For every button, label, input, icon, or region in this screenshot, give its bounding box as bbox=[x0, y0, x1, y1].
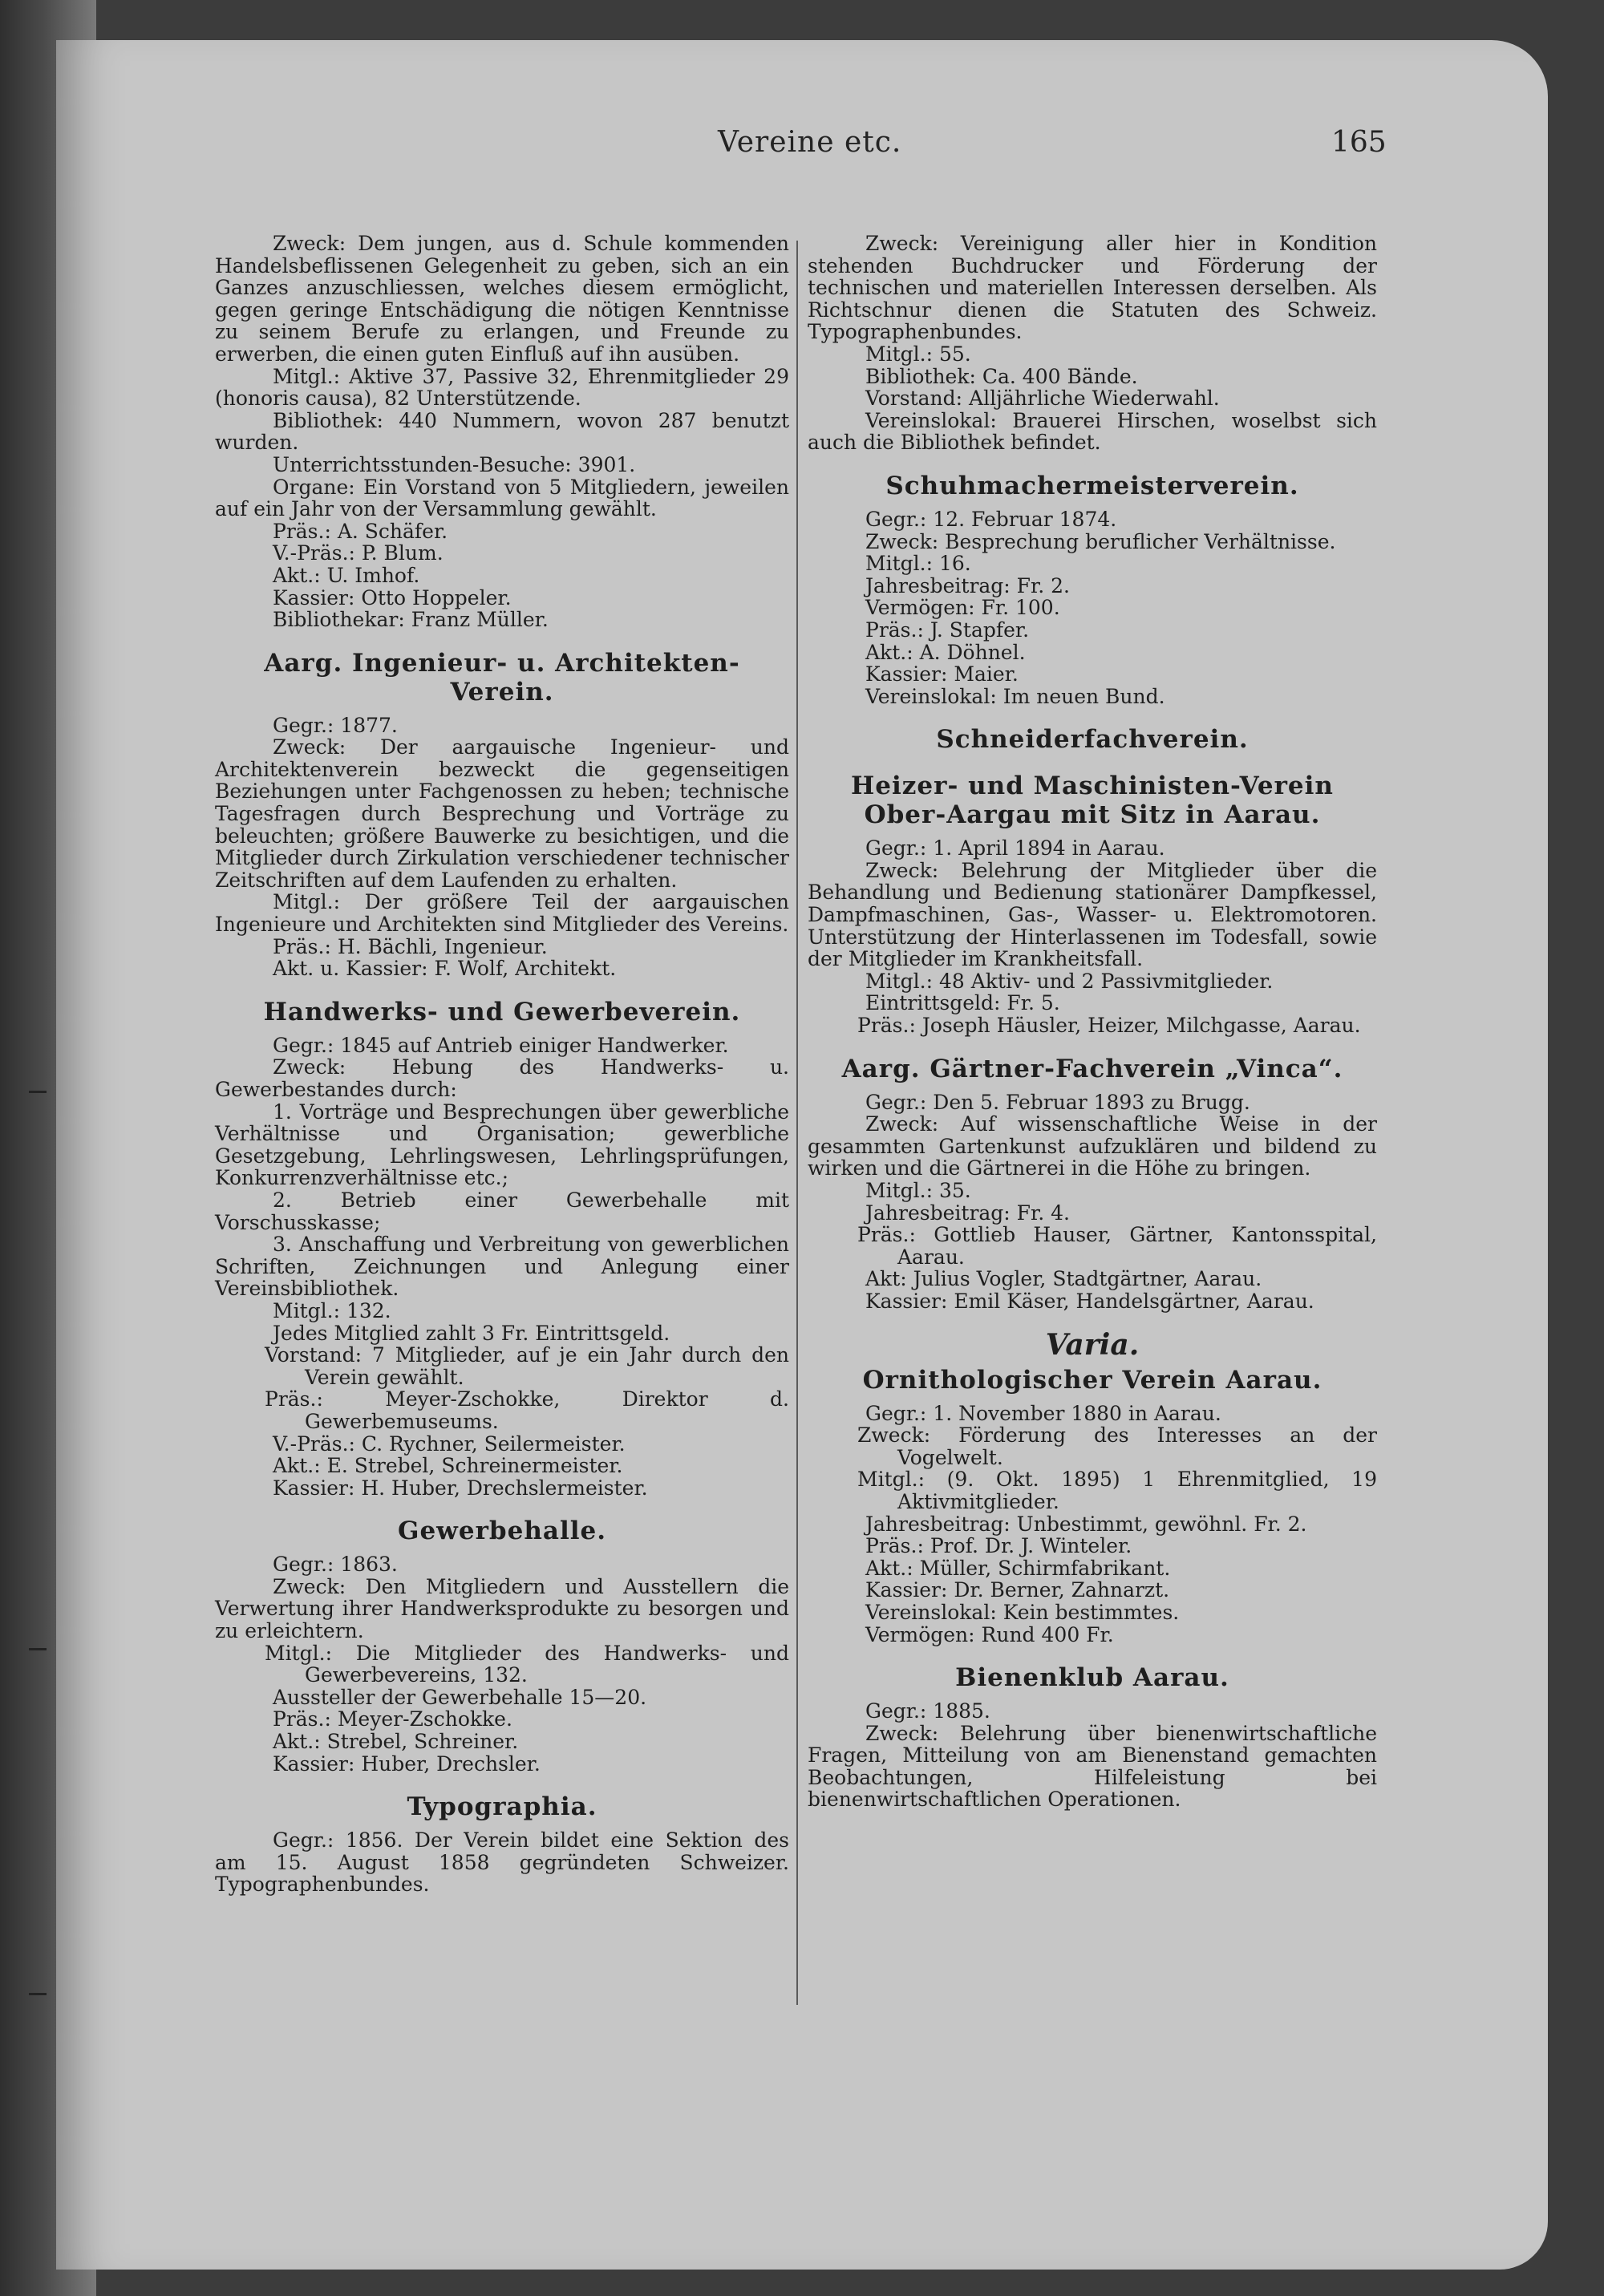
entry-line: Akt.: Müller, Schirmfabrikant. bbox=[865, 1556, 1171, 1580]
section-heading: Gewerbehalle. bbox=[397, 1516, 607, 1546]
entry-line: Mitgl.: Die Mitglieder des Handwerks- und Gewerbevereins, 132. bbox=[265, 1641, 789, 1687]
entry-handwerks-gewerbeverein bbox=[215, 998, 789, 1499]
running-header bbox=[0, 126, 1604, 174]
entry-line: Vereinslokal: Kein bestimmtes. bbox=[865, 1600, 1180, 1624]
entry-line: Zweck: Belehrung der Mitglieder über die Behandlung und Bedienung stationärer Dampfkessel, Dampfmaschinen, Gas-, Wasser- u. Elektromotoren. Unterstützung der Hinterlassenen im Todesfall, sowie der Mitglieder im Krankheitsfall. bbox=[808, 858, 1377, 971]
entry-line: Kassier: Huber, Drechsler. bbox=[273, 1751, 541, 1776]
entry-line: Mitgl.: Aktive 37, Passive 32, Ehrenmitglieder 29 (honoris causa), 82 Unterstützende. bbox=[215, 364, 789, 411]
entry-line: Gegr.: Den 5. Februar 1893 zu Brugg. bbox=[865, 1090, 1250, 1114]
entry-line: Jahresbeitrag: Fr. 2. bbox=[865, 573, 1070, 597]
binding-mark bbox=[29, 1648, 47, 1650]
entry-line: Gegr.: 1856. Der Verein bildet eine Sektion des am 15. August 1858 gegründeten Schweizer. Typographenbundes. bbox=[215, 1828, 789, 1897]
section-heading: Schuhmachermeisterverein. bbox=[885, 471, 1299, 500]
entry-line: 2. Betrieb einer Gewerbehalle mit Vorschusskasse; bbox=[215, 1188, 789, 1234]
entry-line: Vermögen: Rund 400 Fr. bbox=[865, 1622, 1114, 1646]
entry-line: Zweck: Den Mitgliedern und Ausstellern die Verwertung ihrer Handwerksprodukte zu besorgen und zu erleichtern. bbox=[215, 1574, 789, 1643]
section-heading: Bienenklub Aarau. bbox=[955, 1663, 1229, 1693]
entry-gewerbehalle bbox=[215, 1516, 789, 1775]
left-column bbox=[215, 233, 789, 1896]
entry-line: Bibliothekar: Franz Müller. bbox=[273, 608, 549, 632]
entry-line: Akt.: A. Döhnel. bbox=[865, 640, 1026, 664]
entry-line: Akt: Julius Vogler, Stadtgärtner, Aarau. bbox=[865, 1267, 1262, 1291]
entry-line: Vermögen: Fr. 100. bbox=[865, 596, 1060, 620]
entry-line: Präs.: Joseph Häusler, Heizer, Milchgasse, Aarau. bbox=[857, 1014, 1361, 1038]
entry-line: Mitgl.: 132. bbox=[273, 1298, 391, 1322]
entry-line: Zweck: Dem jungen, aus d. Schule kommenden Handelsbeflissenen Gelegenheit zu geben, sich an ein Ganzes anzuschliessen, welches diesem ermöglicht, gegen geringe Entschädigung die nötigen Kenntnisse zu seinem Berufe zu erlangen, und Freunde zu erwerben, die einen guten Einfluß auf ihn ausüben. bbox=[215, 232, 789, 366]
entry-architekten-verein bbox=[215, 649, 789, 980]
entry-line: Zweck: Förderung des Interesses an der Vogelwelt. bbox=[857, 1423, 1377, 1469]
entry-line: Zweck: Besprechung beruflicher Verhältnisse. bbox=[865, 529, 1336, 553]
section-heading: Heizer- und Maschinisten-Verein Ober-Aargau mit Sitz in Aarau. bbox=[851, 771, 1334, 830]
entry-line: Zweck: Auf wissenschaftliche Weise in der gesammten Gartenkunst aufzuklären und bildend zu wirken und die Gärtnerei in die Höhe zu bringen. bbox=[808, 1112, 1377, 1180]
entry-line: Mitgl.: (9. Okt. 1895) 1 Ehrenmitglied, 19 Aktivmitglieder. bbox=[857, 1468, 1377, 1513]
entry-line: Gegr.: 1863. bbox=[273, 1553, 398, 1577]
entry-line: Zweck: Der aargauische Ingenieur- und Architektenverein bezweckt die gegenseitigen Beziehungen unter Fachgenossen zu heben; technische Tagesfragen durch Besprechung und Vorträge zu beleuchten; größere Bauwerke zu besichtigen, und die Mitglieder durch Zirkulation verschiedener technischer Zeitschriften auf dem Laufenden zu erhalten. bbox=[215, 735, 789, 892]
entry-schuhmachermeisterverein bbox=[808, 472, 1377, 707]
entry-line: Gegr.: 1885. bbox=[865, 1699, 990, 1723]
entry-line: Gegr.: 1. November 1880 in Aarau. bbox=[865, 1401, 1221, 1425]
entry-line: Präs.: A. Schäfer. bbox=[273, 519, 448, 543]
entry-line: 3. Anschaffung und Verbreitung von gewerblichen Schriften, Zeichnungen und Anlegung einer Vereinsbibliothek. bbox=[215, 1233, 789, 1301]
entry-typographia-cont bbox=[808, 233, 1377, 454]
binding-mark bbox=[29, 1091, 47, 1093]
entry-line: Kassier: Dr. Berner, Zahnarzt. bbox=[865, 1578, 1170, 1602]
entry-line: Präs.: Meyer-Zschokke, Direktor d. Gewerbemuseums. bbox=[265, 1387, 789, 1433]
right-column bbox=[808, 233, 1377, 1811]
entry-line: Gegr.: 1845 auf Antrieb einiger Handwerker. bbox=[273, 1033, 729, 1057]
page-number: 165 bbox=[1331, 126, 1387, 159]
entry-line: Unterrichtsstunden-Besuche: 3901. bbox=[273, 452, 636, 476]
entry-line: Akt.: U. Imhof. bbox=[273, 563, 420, 587]
entry-line: Bibliothek: 440 Nummern, wovon 287 benutzt wurden. bbox=[215, 408, 789, 455]
entry-line: Akt.: Strebel, Schreiner. bbox=[273, 1730, 519, 1754]
entry-line: Kassier: Otto Hoppeler. bbox=[273, 585, 512, 609]
entry-line: Zweck: Belehrung über bienenwirtschaftliche Fragen, Mitteilung von am Bienenstand gemachten Beobachtungen, Hilfeleistung bei bienenwirtschaftlichen Operationen. bbox=[808, 1721, 1377, 1812]
entry-line: Mitgl.: Der größere Teil der aargauischen Ingenieure und Architekten sind Mitglieder des Vereins. bbox=[215, 890, 789, 937]
entry-line: Kassier: Emil Käser, Handelsgärtner, Aarau. bbox=[865, 1289, 1314, 1313]
entry-line: Jedes Mitglied zahlt 3 Fr. Eintrittsgeld. bbox=[273, 1321, 670, 1345]
section-heading: Typographia. bbox=[407, 1792, 597, 1822]
entry-line: Jahresbeitrag: Unbestimmt, gewöhnl. Fr. 2. bbox=[865, 1512, 1307, 1536]
entry-heizer-maschinisten-verein bbox=[808, 771, 1377, 1036]
entry-line: Gegr.: 12. Februar 1874. bbox=[865, 507, 1117, 531]
entry-line: Mitgl.: 16. bbox=[865, 552, 971, 576]
entry-line: Kassier: Maier. bbox=[865, 662, 1019, 686]
varia-heading: Varia. bbox=[1045, 1327, 1140, 1362]
entry-line: Kassier: H. Huber, Drechslermeister. bbox=[273, 1476, 648, 1500]
entry-line: Vorstand: 7 Mitglieder, auf je ein Jahr durch den Verein gewählt. bbox=[265, 1343, 789, 1389]
entry-line: Vereinslokal: Brauerei Hirschen, woselbst sich auch die Bibliothek befindet. bbox=[808, 408, 1377, 455]
entry-line: Eintrittsgeld: Fr. 5. bbox=[865, 991, 1060, 1015]
entry-line: Akt.: E. Strebel, Schreinermeister. bbox=[273, 1454, 623, 1478]
entry-line: Gegr.: 1. April 1894 in Aarau. bbox=[865, 836, 1165, 860]
entry-line: Vorstand: Alljährliche Wiederwahl. bbox=[865, 387, 1220, 411]
entry-line: Präs.: J. Stapfer. bbox=[865, 618, 1030, 642]
section-heading: Aarg. Gärtner-Fachverein „Vinca“. bbox=[841, 1054, 1343, 1083]
entry-line: Akt. u. Kassier: F. Wolf, Architekt. bbox=[273, 957, 617, 981]
entry-line: Aussteller der Gewerbehalle 15—20. bbox=[273, 1685, 647, 1709]
entry-schneiderfachverein bbox=[808, 725, 1377, 754]
entry-line: Organe: Ein Vorstand von 5 Mitgliedern, jeweilen auf ein Jahr von der Versammlung gewählt. bbox=[215, 475, 789, 521]
entry-bienenklub bbox=[808, 1663, 1377, 1811]
entry-line: Mitgl.: 35. bbox=[865, 1179, 971, 1202]
entry-line: Gegr.: 1877. bbox=[273, 713, 398, 737]
entry-line: Präs.: Prof. Dr. J. Winteler. bbox=[865, 1534, 1132, 1558]
section-heading: Schneiderfachverein. bbox=[936, 725, 1249, 755]
entry-line: Jahresbeitrag: Fr. 4. bbox=[865, 1201, 1070, 1225]
entry-ornithologischer-verein bbox=[808, 1366, 1377, 1646]
section-heading: Aarg. Ingenieur- u. Architekten-Verein. bbox=[264, 648, 740, 707]
entry-line: Präs.: H. Bächli, Ingenieur. bbox=[273, 934, 548, 958]
entry-line: Präs.: Meyer-Zschokke. bbox=[273, 1707, 512, 1731]
entry-line: Vereinslokal: Im neuen Bund. bbox=[865, 684, 1165, 708]
entry-line: Zweck: Hebung des Handwerks- u. Gewerbestandes durch: bbox=[215, 1055, 789, 1101]
entry-line: V.-Präs.: P. Blum. bbox=[273, 541, 444, 565]
entry-line: Mitgl.: 48 Aktiv- und 2 Passivmitglieder. bbox=[865, 969, 1274, 993]
entry-line: V.-Präs.: C. Rychner, Seilermeister. bbox=[273, 1431, 626, 1456]
binding-mark bbox=[29, 1993, 47, 1995]
entry-line: Präs.: Gottlieb Hauser, Gärtner, Kantonsspital, Aarau. bbox=[857, 1223, 1377, 1269]
entry-line: Bibliothek: Ca. 400 Bände. bbox=[865, 364, 1138, 388]
binding-marks bbox=[29, 0, 61, 2296]
entry-line: Mitgl.: 55. bbox=[865, 342, 971, 366]
entry-line: 1. Vorträge und Besprechungen über gewerbliche Verhältnisse und Organisation; gewerbliche Gesetzgebung, Lehrlingswesen, Lehrlingsprüfungen, Konkurrenzverhältnisse etc.; bbox=[215, 1099, 789, 1190]
section-heading: Handwerks- und Gewerbeverein. bbox=[263, 997, 741, 1027]
entry-line: Zweck: Vereinigung aller hier in Kondition stehenden Buchdrucker und Förderung der technischen und materiellen Interessen derselben. Als Richtschnur dienen die Statuten des Schweiz. Typographenbundes. bbox=[808, 232, 1377, 344]
section-heading: Ornithologischer Verein Aarau. bbox=[862, 1365, 1322, 1395]
entry-kaufmaennischer-verein-cont bbox=[215, 233, 789, 631]
entry-gaertner-fachverein bbox=[808, 1055, 1377, 1313]
entry-typographia bbox=[215, 1792, 789, 1896]
running-title: Vereine etc. bbox=[718, 126, 902, 159]
column-divider bbox=[796, 241, 798, 2005]
